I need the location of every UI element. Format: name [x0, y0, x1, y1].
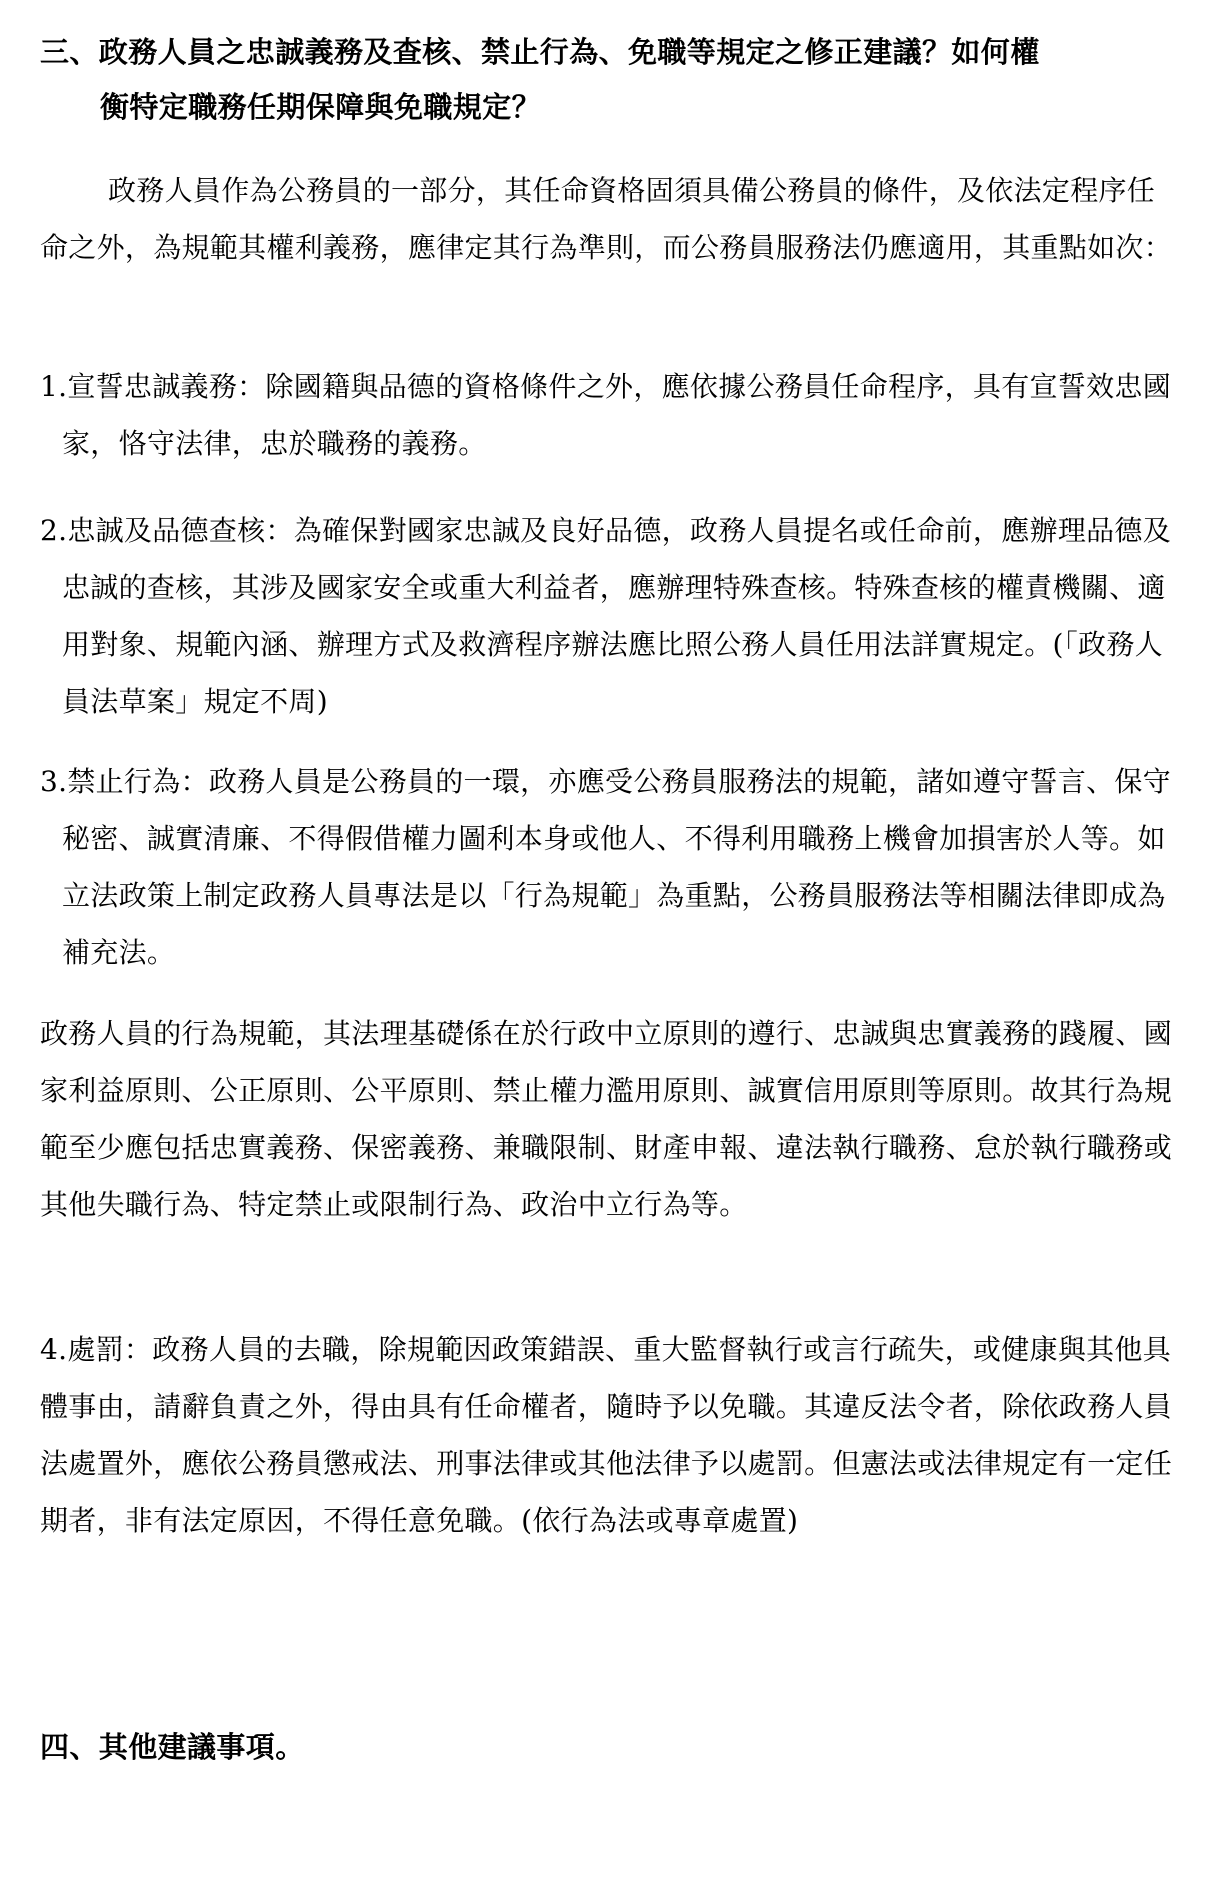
- list-item-oath-loyalty: 1.宣誓忠誠義務：除國籍與品德的資格條件之外，應依據公務員任命程序，具有宣誓效忠國家，恪守法律，忠於職務的義務。: [40, 370, 1172, 460]
- section-3-heading-line-1: 三、政務人員之忠誠義務及查核、禁止行為、免職等規定之修正建議？如何權: [40, 35, 1040, 69]
- section-4-heading: 四、其他建議事項。: [40, 1730, 305, 1764]
- section-3-heading-line-2: 衡特定職務任期保障與免職規定？: [100, 90, 542, 124]
- list-item-loyalty-check: 2.忠誠及品德查核：為確保對國家忠誠及良好品德，政務人員提名或任命前，應辦理品德及忠誠的查核，其涉及國家安全或重大利益者，應辦理特殊查核。特殊查核的權責機關、適用對象、規範內涵、辦理方式及救濟程序辦法應比照公務人員任用法詳實規定。(「政務人員法草案」規定不周): [40, 514, 1172, 718]
- intro-paragraph: 政務人員作為公務員的一部分，其任命資格固須具備公務員的條件，及依法定程序任命之外，為規範其權利義務，應律定其行為準則，而公務員服務法仍應適用，其重點如次：: [40, 174, 1173, 264]
- list-item-prohibited-conduct: 3.禁止行為：政務人員是公務員的一環，亦應受公務員服務法的規範，諸如遵守誓言、保守秘密、誠實清廉、不得假借權力圖利本身或他人、不得利用職務上機會加損害於人等。如立法政策上制定政務人員專法是以「行為規範」為重點，公務員服務法等相關法律即成為補充法。: [40, 765, 1172, 969]
- conduct-norms-paragraph: 政務人員的行為規範，其法理基礎係在於行政中立原則的遵行、忠誠與忠實義務的踐履、國家利益原則、公正原則、公平原則、禁止權力濫用原則、誠實信用原則等原則。故其行為規範至少應包括忠實義務、保密義務、兼職限制、財產申報、違法執行職務、怠於執行職務或其他失職行為、特定禁止或限制行為、政治中立行為等。: [40, 1017, 1173, 1221]
- list-item-penalty: 4.處罰：政務人員的去職，除規範因政策錯誤、重大監督執行或言行疏失，或健康與其他具體事由，請辭負責之外，得由具有任命權者，隨時予以免職。其違反法令者，除依政務人員法處置外，應依公務員懲戒法、刑事法律或其他法律予以處罰。但憲法或法律規定有一定任期者，非有法定原因，不得任意免職。(依行為法或專章處置): [40, 1333, 1173, 1537]
